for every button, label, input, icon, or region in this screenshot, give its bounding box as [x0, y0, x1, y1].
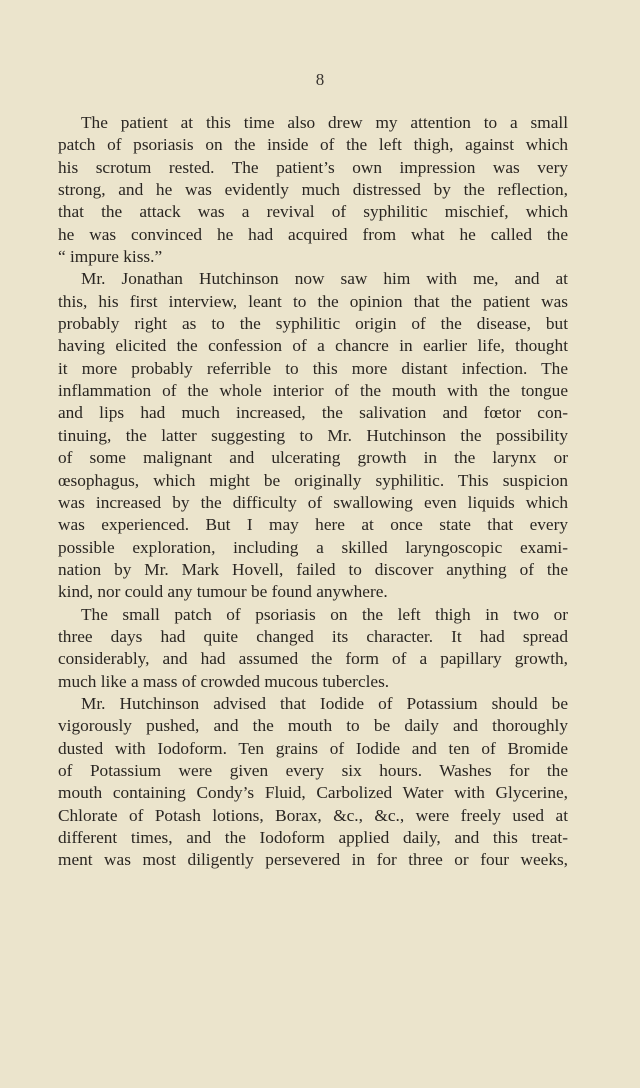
text-line: of Potassium were given every six hours. Washes for the [58, 760, 568, 780]
text-line: Chlorate of Potash lotions, Borax, &c., &c., were freely used at [58, 805, 568, 825]
text-line: mouth containing Condy’s Fluid, Carbolized Water with Glycerine, [58, 783, 568, 803]
text-line: nation by Mr. Mark Hovell, failed to discover anything of the [58, 559, 568, 579]
text-line: having elicited the confession of a chancre in earlier life, thought [58, 336, 568, 356]
page-number: 8 [315, 70, 325, 89]
text-line: different times, and the Iodoform applied daily, and this treat- [58, 828, 568, 847]
text-line: œsophagus, which might be originally syphilitic. This suspicion [58, 470, 568, 490]
text-line: “ impure kiss.” [58, 247, 163, 267]
text-line: that the attack was a revival of syphilitic mischief, which [58, 202, 568, 222]
text-line: Mr. Jonathan Hutchinson now saw him with me, and at [81, 269, 568, 289]
text-line: Mr. Hutchinson advised that Iodide of Potassium should be [81, 693, 568, 713]
text-line: dusted with Iodoform. Ten grains of Iodide and ten of Bromide [58, 738, 568, 758]
text-line: probably right as to the syphilitic origin of the disease, but [58, 314, 568, 334]
text-line: his scrotum rested. The patient’s own impression was very [58, 157, 568, 177]
text-line: vigorously pushed, and the mouth to be daily and thoroughly [58, 716, 568, 736]
text-line: The patient at this time also drew my attention to a small [81, 113, 568, 132]
text-line: strong, and he was evidently much distressed by the reflection, [58, 180, 568, 200]
text-line: it more probably referrible to this more distant infection. The [58, 358, 568, 378]
text-line: The small patch of psoriasis on the left thigh in two or [81, 604, 568, 624]
text-line: patch of psoriasis on the inside of the left thigh, against which [58, 135, 568, 155]
text-line: tinuing, the latter suggesting to Mr. Hutchinson the possibility [58, 425, 568, 445]
text-line: and lips had much increased, the salivation and fœtor con- [58, 403, 568, 423]
text-line: three days had quite changed its character. It had spread [58, 626, 568, 646]
text-line: possible exploration, including a skilled laryngoscopic exami- [58, 537, 568, 557]
text-line: he was convinced he had acquired from what he called the [58, 224, 568, 244]
text-line: much like a mass of crowded mucous tubercles. [58, 671, 390, 691]
text-line: considerably, and had assumed the form of a papillary growth, [58, 649, 568, 669]
text-line: inflammation of the whole interior of the mouth with the tongue [58, 381, 568, 401]
text-line: was experienced. But I may here at once state that every [58, 515, 568, 535]
text-line: this, his first interview, leant to the opinion that the patient was [58, 291, 568, 311]
text-line: ment was most diligently persevered in for three or four weeks, [58, 850, 568, 870]
text-line: kind, nor could any tumour be found anywhere. [58, 582, 388, 602]
text-line: of some malignant and ulcerating growth in the larynx or [58, 448, 568, 468]
body-text [58, 112, 568, 872]
text-line: was increased by the difficulty of swallowing even liquids which [58, 492, 568, 512]
